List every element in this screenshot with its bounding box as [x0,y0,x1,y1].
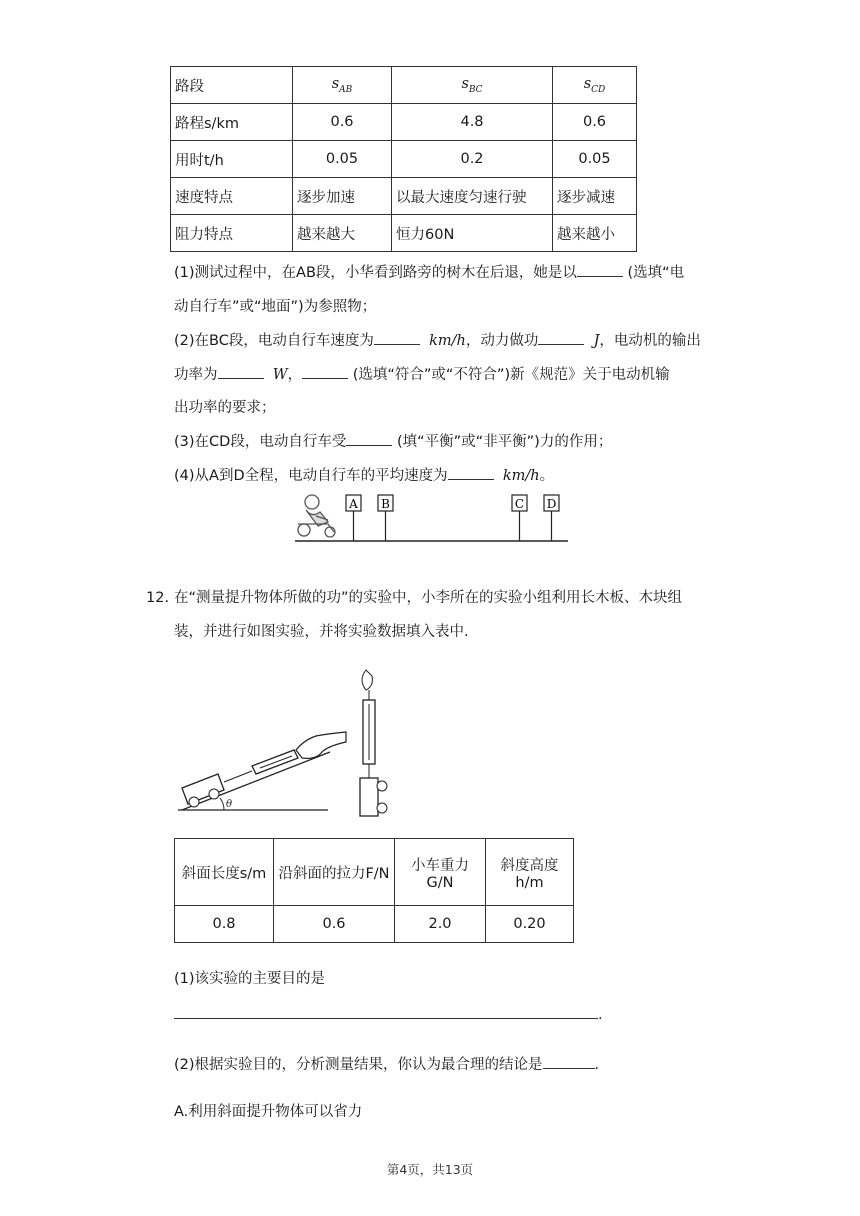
q12-intro-line2: 装，并进行如图实验，并将实验数据填入表中. [174,624,469,640]
table-row [171,178,637,215]
table-header-row [171,67,637,104]
answer-blank [302,364,348,379]
road-diagram [290,490,575,546]
svg-text:D: D [546,497,557,511]
answer-blank [577,262,623,277]
speed-table [170,66,637,252]
q12-part2: (2)根据实验目的，分析测量结果，你认为最合理的结论是 . [174,1054,599,1075]
answer-blank [174,1004,598,1019]
table-row [171,215,637,252]
svg-text:B: B [381,497,390,511]
hand-icon [296,732,346,758]
q11-part3: (3)在CD段，电动自行车受 (填“平衡”或“非平衡”)力的作用； [174,431,612,452]
cyclist-icon [298,495,335,537]
spring-scale-icon [224,750,298,782]
table-header-cell: 斜度高度h/m [486,839,574,906]
table-cell: 路段 [171,67,293,104]
table-cell: 0.8 [175,906,274,943]
page-footer: 第4页，共13页 [386,1162,474,1177]
marker-b [378,495,393,541]
vertical-scale-icon [360,670,387,816]
table-cell: 0.20 [486,906,574,943]
table-cell: 0.6 [293,104,392,141]
table-cell: 以最大速度匀速行驶 [392,178,553,215]
q11-part1-line1: (1)测试过程中，在AB段，小华看到路旁的树木在后退，她是以 (选填“电 [174,262,684,283]
incline-experiment-figure [168,666,418,826]
table-cell: 恒力60N [392,215,553,252]
table-cell: 0.05 [293,141,392,178]
table-cell: 2.0 [395,906,486,943]
q11-part2-line3: 出功率的要求； [174,400,276,416]
table-row [171,141,637,178]
question-number: 12. [146,590,170,606]
table-cell: 0.05 [553,141,637,178]
table-row [171,104,637,141]
answer-blank [346,431,392,446]
table-cell: 逐步加速 [293,178,392,215]
table-cell: 速度特点 [171,178,293,215]
table-cell: $s_{AB}$ [293,67,392,104]
table-cell: 越来越大 [293,215,392,252]
table-row [175,906,574,943]
q12-intro-line1: 在“测量提升物体所做的功”的实验中，小李所在的实验小组利用长木板、木块组 [174,590,683,606]
marker-c [512,495,527,541]
marker-a [346,495,361,541]
table-cell: 0.6 [274,906,395,943]
svg-text:θ: θ [226,799,233,810]
incline-data-table [174,838,574,943]
table-cell: 逐步减速 [553,178,637,215]
table-cell: 路程s/km [171,104,293,141]
answer-blank [538,330,584,345]
table-cell: $s_{BC}$ [392,67,553,104]
table-header-row [175,839,574,906]
table-cell: $s_{CD}$ [553,67,637,104]
answer-blank [218,364,264,379]
table-cell: 4.8 [392,104,553,141]
q11-part2-line2: 功率为 W， (选填“符合”或“不符合”)新《规范》关于电动机输 [174,364,670,385]
q11-part1-line2: 动自行车”或“地面”)为参照物； [174,299,377,315]
table-header-cell: 斜面长度s/m [175,839,274,906]
table-cell: 阻力特点 [171,215,293,252]
table-cell: 0.2 [392,141,553,178]
option-a: A.利用斜面提升物体可以省力 [174,1104,363,1120]
q11-part4: (4)从A到D全程，电动自行车的平均速度为 km/h。 [174,465,554,486]
answer-blank [374,330,420,345]
answer-blank [543,1054,595,1069]
answer-blank [448,465,494,480]
table-cell: 越来越小 [553,215,637,252]
table-cell: 0.6 [553,104,637,141]
q12-part1: (1)该实验的主要目的是 [174,971,326,987]
svg-text:A: A [349,497,358,511]
table-header-cell: 小车重力G/N [395,839,486,906]
table-cell: 用时t/h [171,141,293,178]
marker-d [544,495,559,541]
table-header-cell: 沿斜面的拉力F/N [274,839,395,906]
q11-part2-line1: (2)在BC段，电动自行车速度为 km/h，动力做功 J，电动机的输出 [174,330,701,351]
svg-text:C: C [514,497,525,511]
q12-part1-answer-line: . [174,1004,603,1025]
